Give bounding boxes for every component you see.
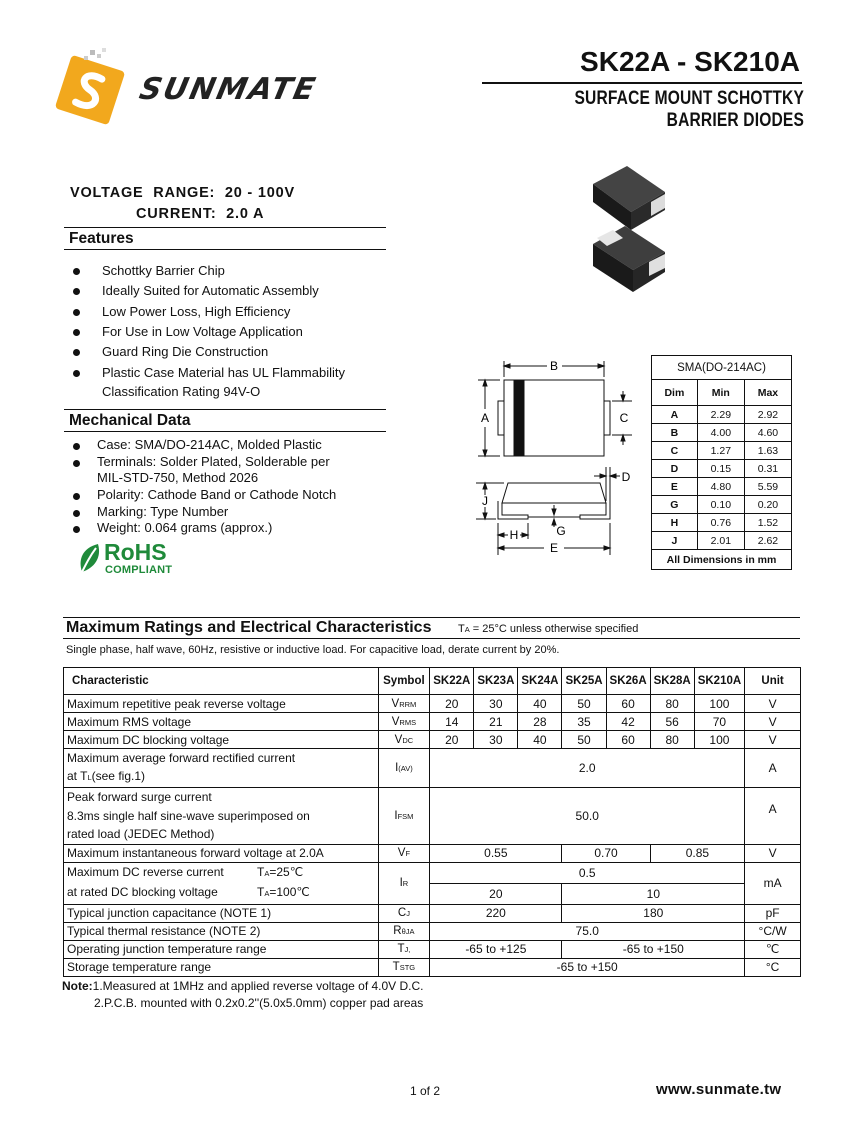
features-title: Features: [69, 230, 134, 247]
char-text: at T: [67, 769, 88, 783]
min-cell: 0.76: [697, 514, 744, 532]
char-cell: Typical thermal resistance (NOTE 2): [64, 922, 379, 940]
dim-cell: H: [652, 514, 698, 532]
value-cell: -65 to +150: [430, 958, 745, 976]
value-cell: 28: [518, 713, 562, 731]
symbol-sub: RMS: [399, 717, 417, 727]
note-text: 1.Measured at 1MHz and applied reverse voltage of 4.0V D.C.: [92, 979, 424, 993]
max-cell: 2.92: [744, 406, 791, 424]
dimension-row: [652, 460, 792, 478]
symbol-sub: J: [406, 909, 410, 918]
value-cell: 0.85: [650, 844, 745, 862]
unit-cell: A: [745, 749, 801, 788]
symbol-cell: [378, 904, 430, 922]
current-rating: CURRENT: 2.0 A: [136, 206, 265, 222]
char-cell: [64, 788, 379, 845]
rohs-compliant-label: COMPLIANT: [105, 564, 173, 576]
value-cell: 40: [518, 731, 562, 749]
dim-label-e: E: [549, 541, 559, 555]
note-label: Note:: [62, 979, 93, 993]
package-name: SMA(DO-214AC): [652, 356, 792, 380]
char-text: T: [257, 864, 265, 879]
symbol-cell: [378, 713, 430, 731]
part-header: SK210A: [694, 668, 744, 695]
value-cell: 50: [562, 731, 606, 749]
note-2: 2.P.C.B. mounted with 0.2x0.2''(5.0x5.0mm) copper pad areas: [94, 995, 424, 1010]
value-cell: 75.0: [430, 922, 745, 940]
char-text: at rated DC blocking voltage: [67, 885, 218, 899]
mechanical-divider-bottom: [64, 431, 386, 432]
max-cell: 0.20: [744, 496, 791, 514]
symbol-sub: STG: [399, 963, 416, 972]
symbol-cell: [378, 731, 430, 749]
unit-cell: V: [745, 844, 801, 862]
symbol-main: V: [391, 715, 400, 728]
condition-t: T: [458, 623, 465, 635]
dimension-footer: All Dimensions in mm: [652, 550, 792, 570]
unit-cell: °C: [745, 958, 801, 976]
char-text: =100℃: [269, 885, 310, 899]
dim-cell: D: [652, 460, 698, 478]
char-cell: Typical junction capacitance (NOTE 1): [64, 904, 379, 922]
ratings-title: Maximum Ratings and Electrical Characteristics: [66, 619, 432, 636]
value-cell: 50: [562, 695, 606, 713]
symbol-cell: [378, 862, 430, 904]
table-row: [64, 904, 801, 922]
dimension-row: [652, 514, 792, 532]
value-cell: 100: [694, 695, 744, 713]
value-cell: 42: [606, 713, 650, 731]
symbol-main: T: [392, 961, 400, 973]
part-header: SK24A: [518, 668, 562, 695]
dim-cell: C: [652, 442, 698, 460]
characteristic-header: Characteristic: [64, 668, 379, 695]
mechanical-title: Mechanical Data: [69, 412, 191, 429]
feature-item: Schottky Barrier Chip: [68, 262, 398, 281]
ratings-divider-bottom: [63, 638, 800, 639]
rohs-badge: [76, 539, 186, 578]
dim-header: Dim: [652, 380, 698, 406]
value-cell: 60: [606, 695, 650, 713]
table-row: [64, 940, 801, 958]
voltage-range: VOLTAGE RANGE: 20 - 100V: [70, 185, 295, 201]
char-text: =25℃: [269, 864, 304, 879]
symbol-cell: [378, 940, 430, 958]
sunmate-logo-icon: [50, 48, 130, 128]
ratings-table: [63, 667, 801, 977]
page-number: 1 of 2: [410, 1084, 441, 1098]
min-cell: 2.29: [697, 406, 744, 424]
max-header: Max: [744, 380, 791, 406]
value-cell: 14: [430, 713, 474, 731]
char-cell: Storage temperature range: [64, 958, 379, 976]
char-cell: Maximum RMS voltage: [64, 713, 379, 731]
website-link[interactable]: www.sunmate.tw: [656, 1081, 782, 1098]
unit-cell: V: [745, 731, 801, 749]
symbol-sub: FSM: [397, 811, 414, 821]
char-line: Maximum average forward rectified current: [67, 751, 296, 765]
min-cell: 0.10: [697, 496, 744, 514]
symbol-main: V: [397, 847, 406, 859]
value-cell: 30: [474, 695, 518, 713]
dim-cell: J: [652, 532, 698, 550]
value-cell: 60: [606, 731, 650, 749]
features-list: [68, 262, 398, 403]
symbol-sub: θJA: [401, 927, 415, 936]
unit-cell: ℃: [745, 940, 801, 958]
table-row: [64, 844, 801, 862]
value-cell: 70: [694, 713, 744, 731]
dimension-row: [652, 424, 792, 442]
part-header: SK25A: [562, 668, 606, 695]
char-sub: L: [87, 773, 92, 782]
value-cell: -65 to +125: [430, 940, 562, 958]
mechanical-item: Terminals: Solder Plated, Solderable per MIL-STD-750, Method 2026: [68, 454, 398, 487]
symbol-main: R: [393, 925, 402, 937]
char-sub: A: [264, 889, 270, 898]
max-cell: 4.60: [744, 424, 791, 442]
symbol-sub: RRM: [399, 699, 417, 709]
part-header: SK26A: [606, 668, 650, 695]
value-cell: 21: [474, 713, 518, 731]
dim-cell: E: [652, 478, 698, 496]
char-text: Maximum DC reverse current: [67, 864, 224, 879]
feature-item: For Use in Low Voltage Application: [68, 323, 398, 342]
feature-item: Ideally Suited for Automatic Assembly: [68, 282, 398, 301]
unit-cell: °C/W: [745, 922, 801, 940]
rohs-label: RoHS: [104, 539, 167, 565]
header-divider: [482, 82, 802, 84]
mechanical-item: Case: SMA/DO-214AC, Molded Plastic: [68, 437, 398, 454]
value-cell: 20: [430, 883, 562, 904]
max-cell: 1.63: [744, 442, 791, 460]
value-cell: 80: [650, 695, 694, 713]
unit-cell: mA: [745, 862, 801, 904]
dimension-row: [652, 406, 792, 424]
dimension-row: [652, 442, 792, 460]
note-1: [62, 978, 424, 995]
char-cell: Maximum instantaneous forward voltage at 2.0A: [64, 844, 379, 862]
value-cell: 0.55: [430, 844, 562, 862]
value-cell: 2.0: [430, 749, 745, 788]
value-cell: 100: [694, 731, 744, 749]
symbol-main: I: [395, 762, 399, 774]
value-cell: 0.70: [562, 844, 650, 862]
min-cell: 0.15: [697, 460, 744, 478]
value-cell: -65 to +150: [562, 940, 745, 958]
table-row: [64, 862, 801, 883]
dim-label-j: J: [482, 494, 488, 508]
value-cell: 10: [562, 883, 745, 904]
dimension-row: [652, 478, 792, 496]
value-cell: 35: [562, 713, 606, 731]
symbol-cell: [378, 922, 430, 940]
symbol-main: I: [399, 877, 403, 889]
dim-label-d: D: [621, 470, 631, 484]
char-cell: [64, 862, 379, 904]
dimension-row: [652, 532, 792, 550]
max-cell: 0.31: [744, 460, 791, 478]
condition-rest: = 25°C unless otherwise specified: [469, 623, 639, 635]
ratings-note: Single phase, half wave, 60Hz, resistive or inductive load. For capacitive load, derate current by 20%.: [66, 644, 560, 656]
mechanical-list: [68, 437, 398, 537]
char-line: 8.3ms single half sine-wave superimposed on: [67, 808, 310, 823]
value-cell: 20: [430, 695, 474, 713]
dim-label-h: H: [509, 528, 519, 542]
unit-cell: A: [745, 788, 801, 845]
char-line: rated load (JEDEC Method): [67, 827, 215, 841]
table-row: [64, 713, 801, 731]
max-cell: 1.52: [744, 514, 791, 532]
symbol-main: T: [397, 943, 405, 955]
ratings-divider-top: [63, 617, 800, 618]
max-cell: 2.62: [744, 532, 791, 550]
symbol-main: V: [391, 697, 400, 710]
leaf-icon: [76, 542, 104, 576]
dim-label-a: A: [480, 411, 490, 425]
symbol-sub: F: [405, 849, 411, 858]
table-row: [64, 749, 801, 788]
table-row: [64, 788, 801, 845]
table-row: [64, 695, 801, 713]
char-text: T: [257, 885, 265, 899]
value-cell: 0.5: [430, 862, 745, 883]
symbol-sub: R: [402, 879, 409, 888]
min-cell: 4.80: [697, 478, 744, 496]
features-divider-top: [64, 227, 386, 228]
value-cell: 30: [474, 731, 518, 749]
symbol-cell: [378, 749, 430, 788]
part-header: SK22A: [430, 668, 474, 695]
min-cell: 1.27: [697, 442, 744, 460]
feature-item: Low Power Loss, High Efficiency: [68, 303, 398, 322]
char-line: [67, 863, 375, 884]
dimension-row: [652, 496, 792, 514]
unit-cell: pF: [745, 904, 801, 922]
min-cell: 4.00: [697, 424, 744, 442]
dim-cell: G: [652, 496, 698, 514]
char-line: Peak forward surge current: [67, 790, 212, 804]
symbol-main: I: [394, 809, 398, 822]
symbol-sub: DC: [402, 735, 414, 745]
notes: [62, 978, 424, 1012]
symbol-sub: (AV): [398, 764, 413, 773]
dim-cell: B: [652, 424, 698, 442]
condition-sub: A: [464, 625, 470, 634]
char-cell: Operating junction temperature range: [64, 940, 379, 958]
char-cell: Maximum DC blocking voltage: [64, 731, 379, 749]
unit-header: Unit: [745, 668, 801, 695]
feature-item: Guard Ring Die Construction: [68, 343, 398, 362]
unit-cell: V: [745, 695, 801, 713]
mechanical-item: Polarity: Cathode Band or Cathode Notch: [68, 487, 398, 504]
dimension-table: [651, 355, 792, 570]
char-line: [67, 883, 375, 904]
package-dimension-drawing: [470, 355, 640, 560]
unit-cell: V: [745, 713, 801, 731]
table-row: [64, 731, 801, 749]
char-sub: A: [264, 868, 270, 878]
symbol-sub: J,: [404, 945, 411, 954]
min-header: Min: [697, 380, 744, 406]
mechanical-item: Weight: 0.064 grams (approx.): [68, 520, 398, 537]
symbol-cell: [378, 695, 430, 713]
char-cell: Maximum repetitive peak reverse voltage: [64, 695, 379, 713]
value-cell: 180: [562, 904, 745, 922]
brand-wordmark: SUNMATE: [136, 72, 320, 107]
symbol-cell: [378, 958, 430, 976]
char-line: [67, 767, 375, 787]
symbol-cell: [378, 788, 430, 845]
symbol-main: C: [397, 907, 407, 919]
symbol-cell: [378, 844, 430, 862]
value-cell: 50.0: [430, 788, 745, 845]
char-text: (see fig.1): [91, 769, 145, 783]
feature-item: Plastic Case Material has UL Flammability Classification Rating 94V-O: [68, 364, 398, 402]
mechanical-item: Marking: Type Number: [68, 504, 398, 521]
part-header: SK28A: [650, 668, 694, 695]
dim-label-g: G: [556, 524, 566, 538]
dim-label-b: B: [549, 359, 559, 373]
package-photo-icon: [585, 162, 675, 302]
value-cell: 80: [650, 731, 694, 749]
table-row: [64, 958, 801, 976]
features-divider-bottom: [64, 249, 386, 250]
mechanical-divider-top: [64, 409, 386, 410]
value-cell: 56: [650, 713, 694, 731]
char-cell: [64, 749, 379, 788]
symbol-header: Symbol: [378, 668, 430, 695]
ratings-condition: [458, 623, 638, 635]
value-cell: 40: [518, 695, 562, 713]
part-range-title: SK22A - SK210A: [580, 46, 800, 77]
value-cell: 220: [430, 904, 562, 922]
product-subtitle: SURFACE MOUNT SCHOTTKY BARRIER DIODES: [574, 88, 804, 131]
symbol-main: V: [394, 733, 403, 746]
dim-cell: A: [652, 406, 698, 424]
min-cell: 2.01: [697, 532, 744, 550]
table-row: [64, 922, 801, 940]
part-header: SK23A: [474, 668, 518, 695]
value-cell: 20: [430, 731, 474, 749]
max-cell: 5.59: [744, 478, 791, 496]
dim-label-c: C: [619, 411, 629, 425]
